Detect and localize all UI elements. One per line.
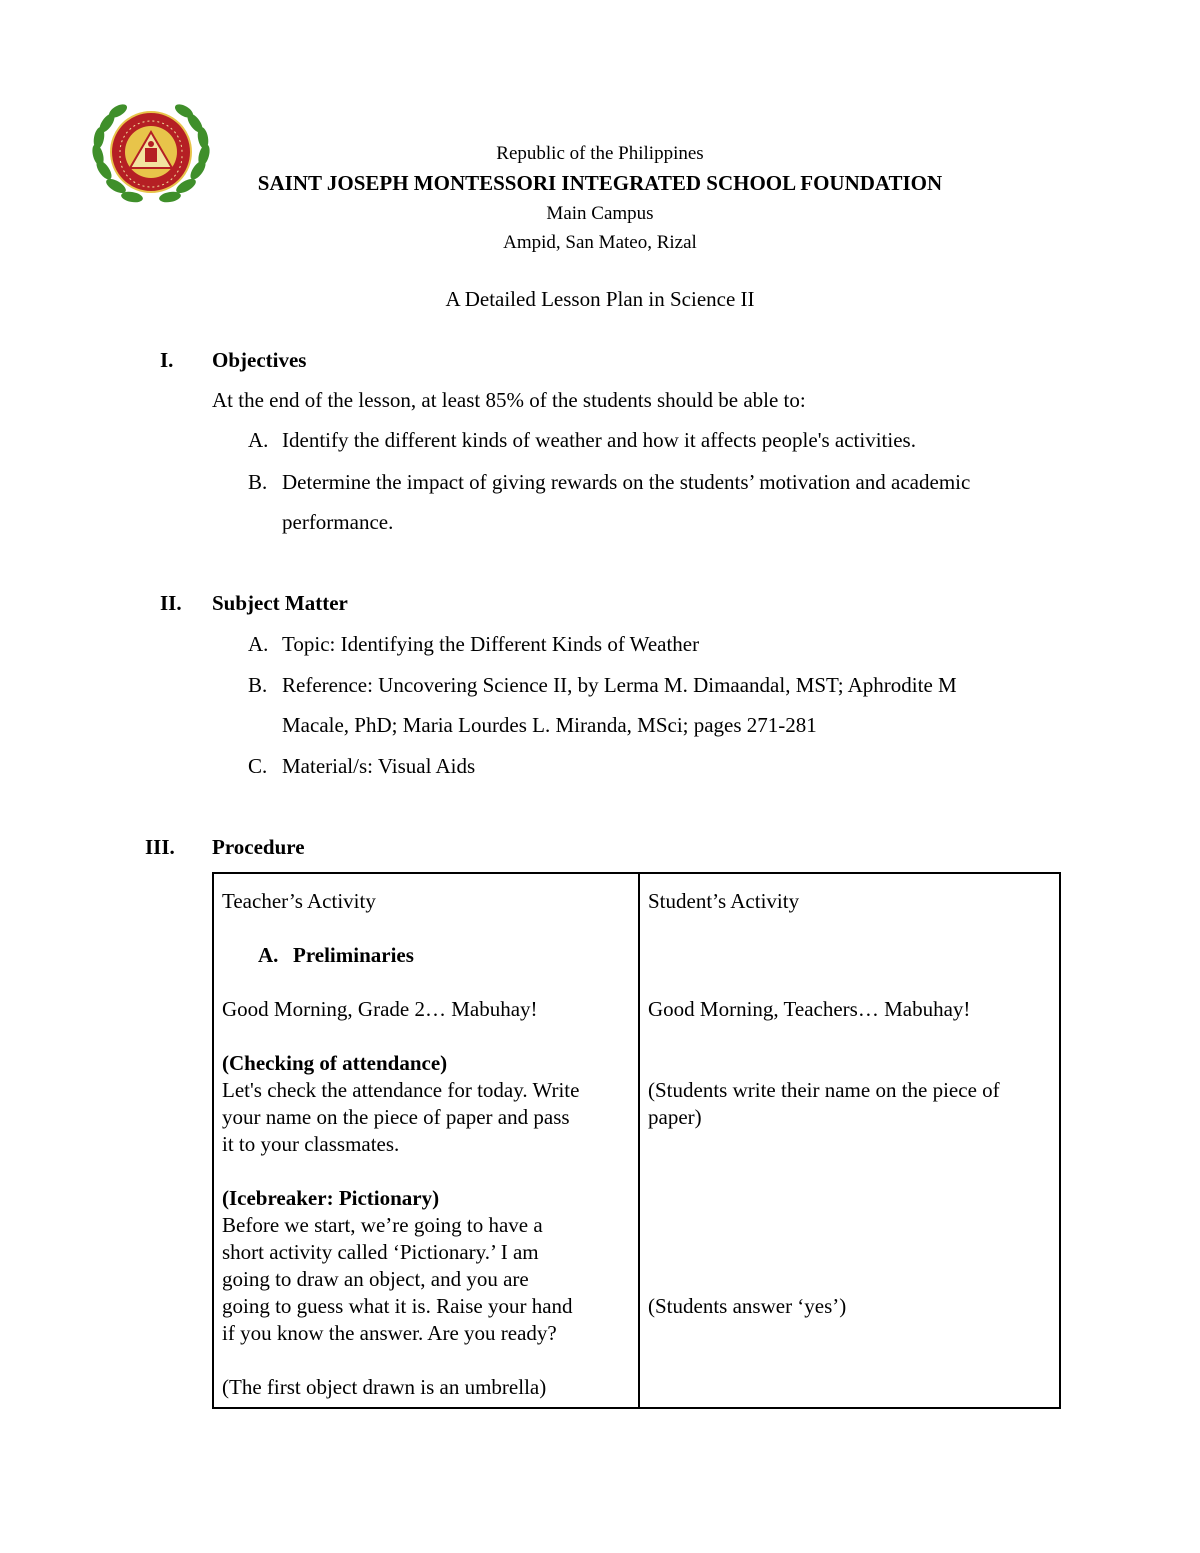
campus-line: Main Campus [546, 203, 654, 224]
subject-reference: Reference: Uncovering Science II, by Lerma M. Dimaandal, MST; Aphrodite M [282, 673, 957, 697]
document-title: A Detailed Lesson Plan in Science II [445, 287, 755, 311]
objective-b-text: Determine the impact of giving rewards on the students’ motivation and academic [282, 470, 971, 494]
objective-b-letter: B. [248, 470, 268, 494]
teacher-greeting: Good Morning, Grade 2… Mabuhay! [222, 997, 538, 1021]
procedure-heading: Procedure [212, 835, 305, 859]
attendance-student-line-2: paper) [648, 1105, 702, 1129]
attendance-line-3: it to your classmates. [222, 1132, 400, 1156]
attendance-line-2: your name on the piece of paper and pass [222, 1105, 570, 1129]
student-header: Student’s Activity [648, 889, 800, 913]
icebreaker-line-2: short activity called ‘Pictionary.’ I am [222, 1240, 539, 1264]
first-object-note: (The first object drawn is an umbrella) [222, 1375, 547, 1399]
icebreaker-line-5: if you know the answer. Are you ready? [222, 1321, 557, 1345]
attendance-student-line-1: (Students write their name on the piece of [648, 1078, 1000, 1102]
subject-a-letter: A. [248, 632, 269, 656]
subject-c-letter: C. [248, 754, 268, 778]
subject-heading: Subject Matter [212, 591, 348, 615]
objective-b-text-cont: performance. [282, 510, 394, 534]
objectives-number: I. [160, 348, 174, 372]
prelim-title: Preliminaries [293, 943, 414, 967]
address-line: Ampid, San Mateo, Rizal [503, 232, 697, 253]
subject-topic: Topic: Identifying the Different Kinds of Weather [282, 632, 700, 656]
objectives-heading: Objectives [212, 348, 307, 372]
icebreaker-line-1: Before we start, we’re going to have a [222, 1213, 543, 1237]
icebreaker-title: (Icebreaker: Pictionary) [222, 1186, 440, 1210]
subject-b-letter: B. [248, 673, 268, 697]
prelim-letter: A. [258, 943, 279, 967]
objective-a-letter: A. [248, 428, 269, 452]
procedure-number: III. [145, 835, 175, 859]
objective-a-text: Identify the different kinds of weather and how it affects people's activities. [282, 428, 916, 452]
student-activity-column [639, 873, 1060, 1408]
student-greeting: Good Morning, Teachers… Mabuhay! [648, 997, 971, 1021]
attendance-line-1: Let's check the attendance for today. Write [222, 1078, 580, 1102]
icebreaker-line-4: going to guess what it is. Raise your hand [222, 1294, 573, 1318]
teacher-header: Teacher’s Activity [222, 889, 376, 913]
teacher-activity-column [213, 873, 639, 1408]
procedure-table [212, 872, 1061, 1409]
objectives-intro: At the end of the lesson, at least 85% of the students should be able to: [212, 388, 806, 412]
subject-reference-cont: Macale, PhD; Maria Lourdes L. Miranda, MSci; pages 271-281 [282, 713, 817, 737]
attendance-title: (Checking of attendance) [222, 1051, 448, 1075]
school-name: SAINT JOSEPH MONTESSORI INTEGRATED SCHOOL FOUNDATION [257, 171, 943, 195]
icebreaker-line-3: going to draw an object, and you are [222, 1267, 529, 1291]
icebreaker-student-answer: (Students answer ‘yes’) [648, 1294, 847, 1318]
republic-line: Republic of the Philippines [496, 143, 704, 164]
subject-number: II. [160, 591, 182, 615]
subject-materials: Material/s: Visual Aids [282, 754, 476, 778]
